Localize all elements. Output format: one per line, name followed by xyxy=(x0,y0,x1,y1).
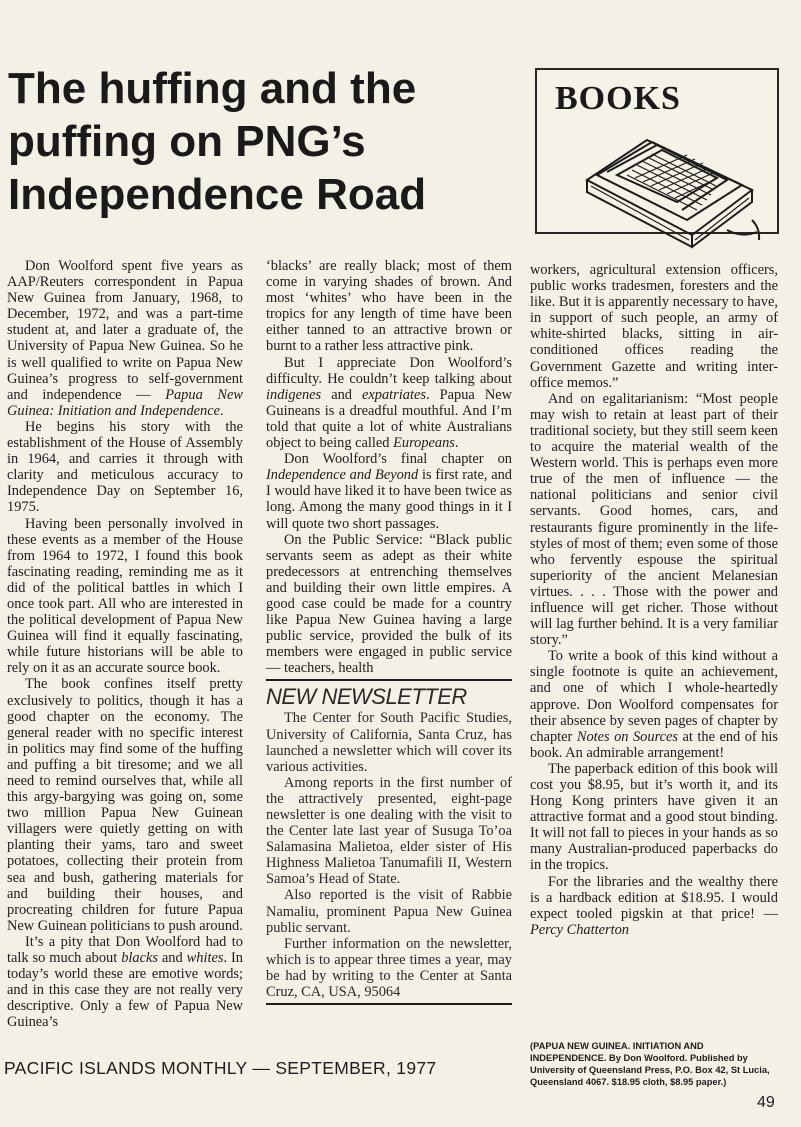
author-signature: Percy Chatterton xyxy=(530,921,629,938)
paragraph: Among reports in the first number of the attractively presented, eight-page newsletter is one dealing with the visit to the Center late last year of Susuga To’oa Salamasina Malietoa, elder sister of His Highness Malietoa Tanumafili II, Western Samoa’s Head of State. xyxy=(266,774,512,888)
page-number: 49 xyxy=(757,1094,775,1111)
article-column-3 xyxy=(530,262,778,938)
text-run: Don Woolford spent five years as AAP/Reuters correspondent in Papua New Guinea from January, 1968, to December, 1972, and was a part-time student at, and later a graduate of, the University of Papua New Guinea. So he is well qualified to write on Papua New Guinea’s progress to self-government and independence — xyxy=(7,258,243,403)
italic-word: Europeans xyxy=(393,435,455,452)
headline: The huffing and the puffing on PNG’s Independence Road xyxy=(8,64,427,219)
paragraph: He begins his story with the establishment of the House of Assembly in 1964, and carries it through with clarity and meticulous accuracy to Independence Day on September 16, 1975. xyxy=(7,418,243,516)
newsletter-box xyxy=(266,684,512,1000)
section-divider xyxy=(266,679,512,681)
paragraph: Further information on the newsletter, which is to appear three times a year, may be had by writing to the Center at Santa Cruz, CA, USA, 95064 xyxy=(266,935,512,1001)
running-footer: PACIFIC ISLANDS MONTHLY — SEPTEMBER, 1977 xyxy=(4,1058,437,1078)
paragraph xyxy=(7,258,243,419)
article-column-2 xyxy=(266,258,512,1008)
paragraph: Having been personally involved in these events as a member of the House from 1964 to 1972, I found this book fascinating reading, reminding me as it did of the political battles in which I once took part. All who are interested in the political development of Papua New Guinea will find it equally fascinating, while future historians will be able to rely on it as an accurate source book. xyxy=(7,515,243,677)
text-run: and xyxy=(157,950,187,967)
paragraph xyxy=(266,355,512,452)
text-run: Don Woolford’s final chapter on xyxy=(284,451,512,468)
text-run: . Papua New Guineans is a dreadful mouthful. And I’m told that quite a lot of white Australians object to being called xyxy=(266,386,512,452)
paragraph: The paperback edition of this book will cost you $8.95, but it’s worth it, and its Hong Kong printers have given it an attractive format and a good stout binding. It will not fall to pieces in your hands as so many Australian-produced paperbacks do in the tropics. xyxy=(530,760,778,874)
text-run: . xyxy=(220,402,224,419)
text-run: To write a book of this kind without a single footnote is quite an achievement, and one of which I whole-heartedly approve. Don Woolford compensates for their absence by seven pages of chapter by chapter xyxy=(530,648,778,745)
text-run: and xyxy=(321,386,363,403)
paragraph xyxy=(266,451,512,531)
text-run: is first rate, and I would have liked it to have been twice as long. Among the many good things in it I will quote two short passages. xyxy=(266,467,512,532)
text-run: For the libraries and the wealthy there is a hardback edition at $18.95. I would expect tooled pigskin at that price! — xyxy=(530,873,778,922)
paragraph xyxy=(530,648,778,761)
newsletter-heading: NEW NEWSLETTER xyxy=(266,684,467,710)
paragraph: The book confines itself pretty exclusively to politics, though it has a good chapter on the economy. The general reader with no specific interest in politics may find some of the huffing and puffing a bit tiresome; and we all need to remind ourselves that, while all this argy-bargying was going on, some two million Papua New Guinean villagers were quietly getting on with planting their yams, taro and sweet potatoes, collecting their protein from sea and bush, gathering materials for and building their houses, and procreating children for future Papua New Guinean politicians to push around. xyxy=(7,676,243,934)
paragraph: workers, agricultural extension officers, public works tradesmen, foresters and the like. But it is apparently necessary to have, in support of such people, an army of white-shirted blacks, sitting in air-conditioned offices reading the Government Gazette and writing inter-office memos.” xyxy=(530,262,778,391)
text-run: . xyxy=(454,435,459,452)
italic-word: Notes on Sources xyxy=(576,728,679,745)
text-run: . In today’s world these are emotive words; and in this case they are not really very descriptive. Only a few of Papua New Guinea’s xyxy=(7,950,244,1031)
italic-word: indigenes xyxy=(266,386,322,403)
text-run: But I appreciate Don Woolford’s difficulty. He couldn’t keep talking about xyxy=(266,354,512,387)
paragraph: ‘blacks’ are really black; most of them come in varying shades of brown. And most ‘whites’ who have been in the tropics for any length of time have been either tanned to an attractive brown or burnt to a rather less attractive pink. xyxy=(266,258,512,355)
paragraph: The Center for South Pacific Studies, University of California, Santa Cruz, has launched a newsletter which will cover its various activities. xyxy=(266,710,512,775)
text-run: It’s a pity that Don Woolford had to talk so much about xyxy=(7,933,243,967)
paragraph: Also reported is the visit of Rabbie Namaliu, prominent Papua New Guinea public servant. xyxy=(266,887,512,936)
books-label: BOOKS xyxy=(555,80,681,117)
section-divider xyxy=(266,1003,512,1005)
article-column-1 xyxy=(7,258,243,1031)
paragraph xyxy=(7,934,243,1031)
paragraph xyxy=(530,874,778,938)
italic-word: expatriates xyxy=(362,386,426,403)
stack-of-books-icon xyxy=(577,120,777,250)
italic-word: whites xyxy=(186,950,224,967)
italic-word: blacks xyxy=(121,950,158,967)
chapter-title: Independence and Beyond xyxy=(266,467,419,484)
paragraph: On the Public Service: “Black public servants seem as adept as their white predecessors at entrenching themselves and building their own little empires. A good case could be made for a country like Papua New Guinea having a large public service, provided the bulk of its members were engaged in public service — teachers, health xyxy=(266,531,512,677)
paragraph: And on egalitarianism: “Most people may wish to retain at least part of their traditional society, but they still seem keen to acquire the material wealth of the Western world. This is perhaps even more true of the men of influence — the national politicians and senior civil servants. Good homes, cars, and restaurants figure prominently in the life-styles of most of them; even some of those who fervently espouse the spiritual superiority of the ancient Melanesian virtues. . . . Those with the power and influence will get richer. Those without will lag further behind. It is a very familiar story.” xyxy=(530,390,778,649)
book-title: Papua New Guinea: Initiation and Independence xyxy=(7,386,243,419)
books-section-box xyxy=(535,68,779,234)
text-run: at the end of his book. An admirable arrangement! xyxy=(530,728,778,761)
book-credits: (PAPUA NEW GUINEA. INITIATION AND INDEPENDENCE. By Don Woolford. Published by University of Queensland Press, P.O. Box 42, St Lucia, Queensland 4067. $18.95 cloth, $8.95 paper.) xyxy=(530,1041,770,1087)
